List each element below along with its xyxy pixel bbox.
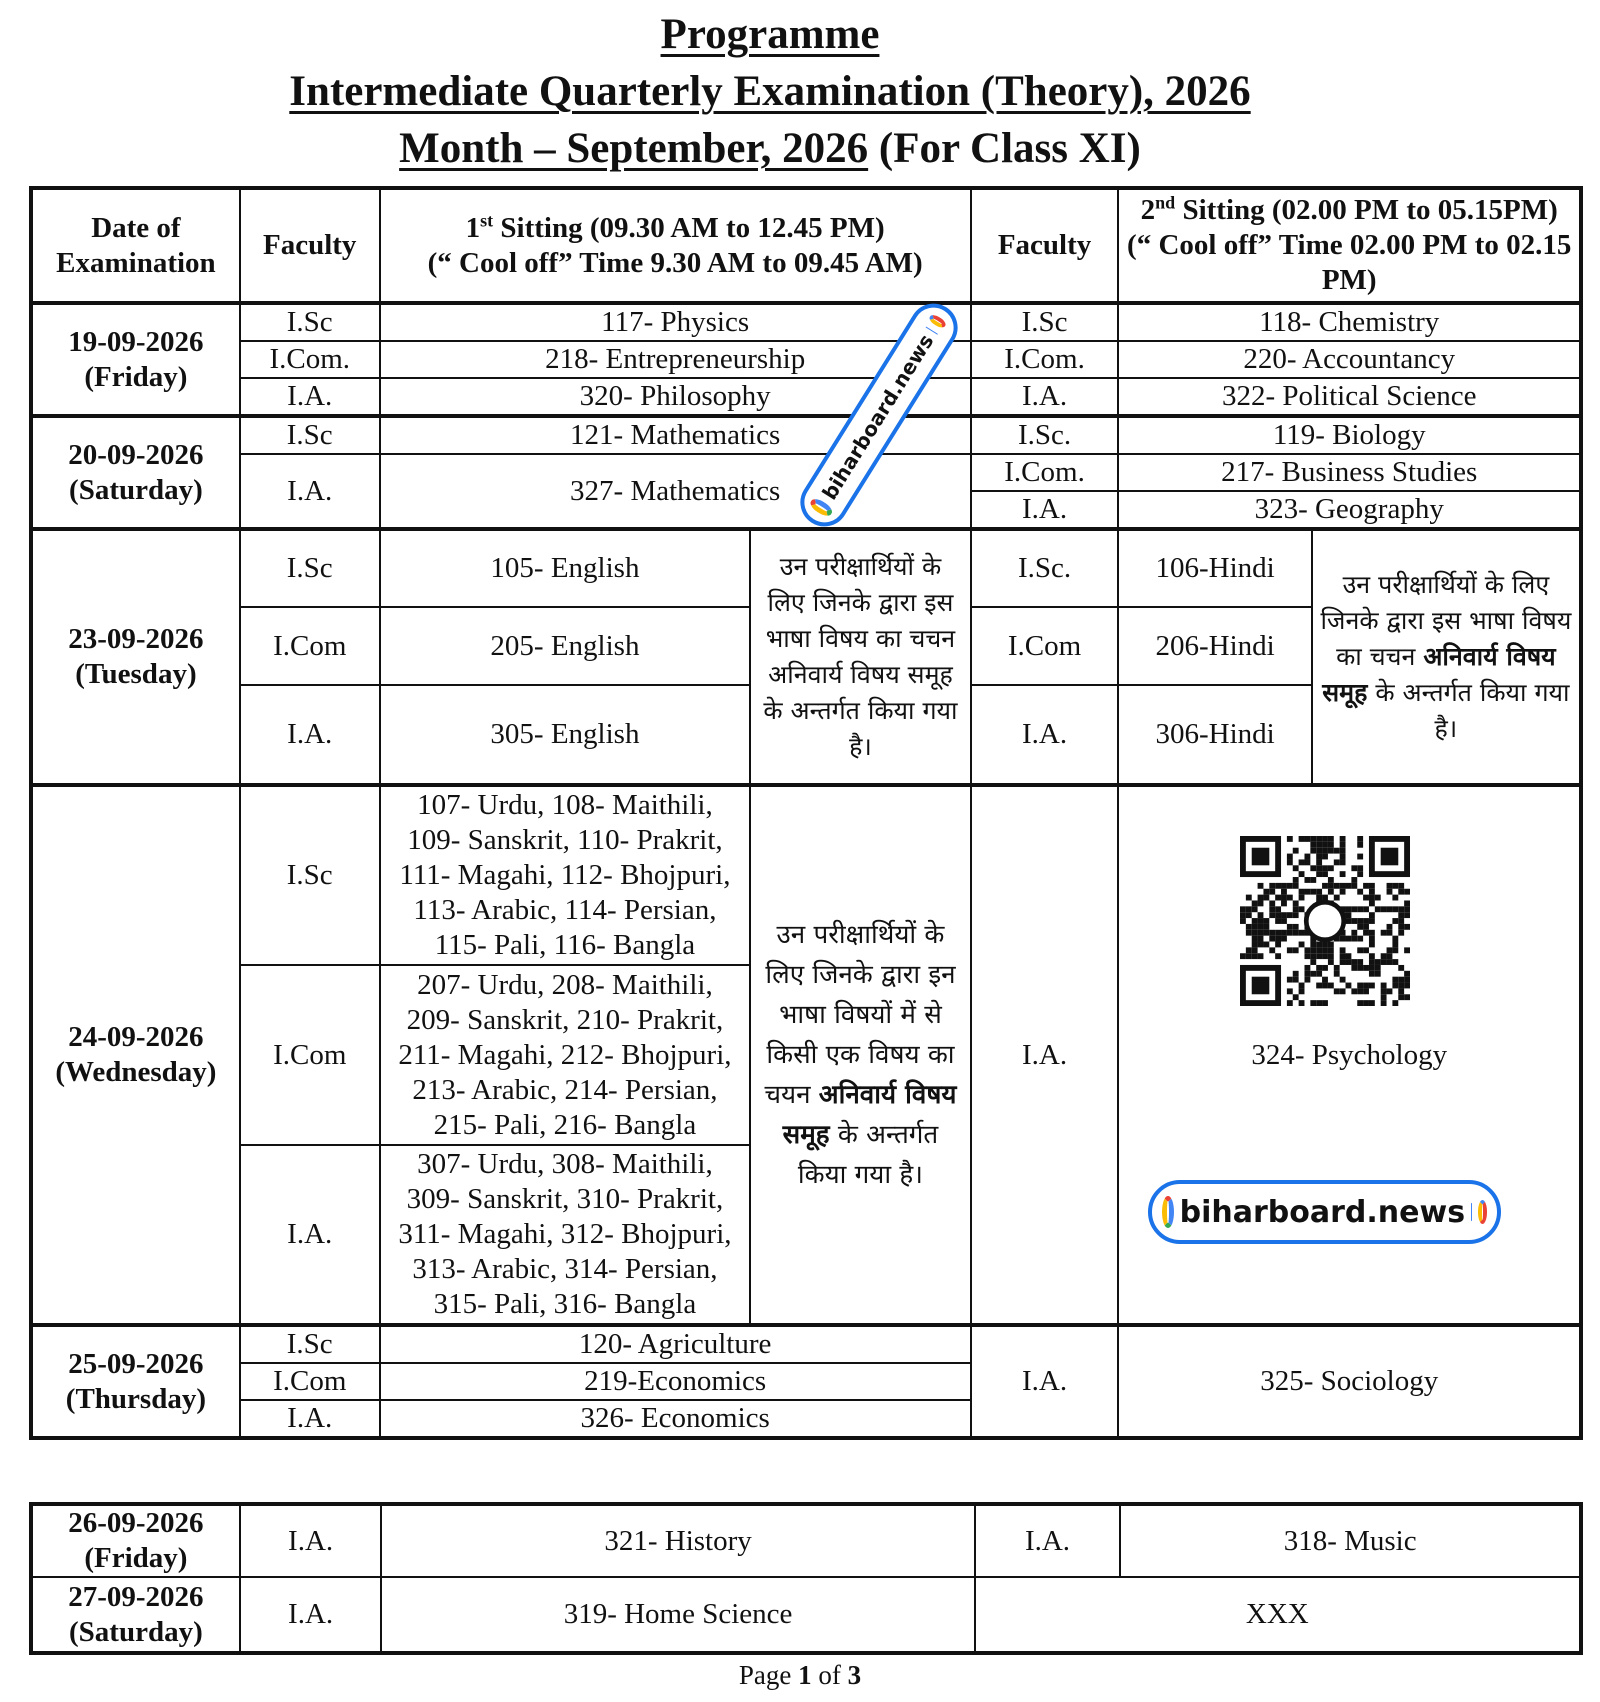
header-faculty-1: Faculty bbox=[240, 188, 380, 303]
paper-cell: 305- English bbox=[380, 685, 751, 785]
table-row bbox=[31, 416, 1581, 454]
faculty-cell: I.Com bbox=[971, 607, 1119, 685]
google-icon bbox=[1162, 1196, 1174, 1228]
faculty-cell: I.Sc. bbox=[971, 529, 1119, 607]
paper-cell: 319- Home Science bbox=[381, 1577, 974, 1653]
mic-icon bbox=[925, 327, 937, 335]
faculty-cell: I.A. bbox=[240, 1145, 380, 1325]
faculty-cell: I.A. bbox=[975, 1504, 1121, 1577]
faculty-cell: I.A. bbox=[240, 1577, 382, 1653]
mic-icon bbox=[1471, 1203, 1472, 1221]
paper-cell: 218- Entrepreneurship bbox=[380, 341, 971, 378]
exam-date-cell: 23-09-2026 (Tuesday) bbox=[31, 529, 240, 785]
faculty-cell: I.Com. bbox=[971, 341, 1119, 378]
faculty-cell: I.Sc bbox=[240, 529, 380, 607]
table-row bbox=[31, 303, 1581, 341]
paper-cell: 325- Sociology bbox=[1118, 1325, 1581, 1438]
paper-cell: 120- Agriculture bbox=[380, 1325, 971, 1363]
table-header-row bbox=[31, 188, 1581, 303]
exam-date-cell: 27-09-2026 (Saturday) bbox=[31, 1577, 240, 1653]
paper-cell: 307- Urdu, 308- Maithili, 309- Sanskrit, 310- Prakrit, 311- Magahi, 312- Bhojpuri, 313- Arabic, 314- Persian, 315- Pali, 316- Bangla bbox=[380, 1145, 751, 1325]
faculty-cell: I.A. bbox=[240, 454, 380, 529]
watermark-text: biharboard.news bbox=[817, 329, 939, 504]
exam-date-cell: 20-09-2026 (Saturday) bbox=[31, 416, 240, 529]
title-month: Month – September, 2026 (For Class XI) bbox=[399, 125, 1141, 172]
paper-cell: 326- Economics bbox=[380, 1400, 971, 1438]
paper-cell: 117- Physics bbox=[380, 303, 971, 341]
table-row bbox=[31, 1577, 1581, 1653]
title-exam: Intermediate Quarterly Examination (Theory), 2026 bbox=[289, 68, 1251, 115]
header-sitting-2: 2nd Sitting (02.00 PM to 05.15PM) (“ Cool off” Time 02.00 PM to 02.15 PM) bbox=[1118, 188, 1581, 303]
lens-icon bbox=[1478, 1200, 1487, 1224]
paper-cell: 327- Mathematics bbox=[380, 454, 971, 529]
whatsapp-icon bbox=[1306, 902, 1344, 940]
paper-cell: 322- Political Science bbox=[1118, 378, 1581, 416]
watermark-text: biharboard.news bbox=[1179, 1194, 1466, 1230]
paper-cell: XXX bbox=[975, 1577, 1581, 1653]
language-note: उन परीक्षार्थियों के लिए जिनके द्वारा इस भाषा विषय का चचन अनिवार्य विषय समूह के अन्तर्गत किया गया है। bbox=[1312, 529, 1581, 785]
table-row bbox=[31, 378, 1581, 416]
title-block bbox=[0, 6, 1540, 177]
paper-cell: 121- Mathematics bbox=[380, 416, 971, 454]
faculty-cell: I.Sc. bbox=[971, 416, 1119, 454]
exam-date-cell: 19-09-2026 (Friday) bbox=[31, 303, 240, 416]
faculty-cell: I.A. bbox=[971, 685, 1119, 785]
paper-cell: 217- Business Studies bbox=[1118, 454, 1581, 491]
paper-cell: 324- Psychology bbox=[1118, 785, 1581, 1325]
exam-schedule-table-continued bbox=[29, 1502, 1583, 1655]
paper-cell: 105- English bbox=[380, 529, 751, 607]
faculty-cell: I.A. bbox=[240, 1504, 382, 1577]
exam-date-cell: 26-09-2026 (Friday) bbox=[31, 1504, 240, 1577]
paper-cell: 320- Philosophy bbox=[380, 378, 971, 416]
table-row bbox=[31, 341, 1581, 378]
page-number: Page 1 of 3 bbox=[738, 1660, 862, 1690]
paper-cell: 206-Hindi bbox=[1118, 607, 1311, 685]
watermark-badge bbox=[1148, 1180, 1501, 1244]
language-note: उन परीक्षार्थियों के लिए जिनके द्वारा इन भाषा विषयों में से किसी एक विषय का चयन अनिवार्य विषय समूह के अन्तर्गत किया गया है। bbox=[750, 785, 970, 1325]
faculty-cell: I.Sc bbox=[240, 303, 380, 341]
faculty-cell: I.Com. bbox=[971, 454, 1119, 491]
table-row bbox=[31, 1504, 1581, 1577]
paper-cell: 118- Chemistry bbox=[1118, 303, 1581, 341]
faculty-cell: I.A. bbox=[971, 785, 1119, 1325]
faculty-cell: I.Com bbox=[240, 607, 380, 685]
paper-cell: 205- English bbox=[380, 607, 751, 685]
paper-cell: 220- Accountancy bbox=[1118, 341, 1581, 378]
paper-cell: 318- Music bbox=[1120, 1504, 1581, 1577]
exam-date-cell: 24-09-2026 (Wednesday) bbox=[31, 785, 240, 1325]
paper-cell: 306-Hindi bbox=[1118, 685, 1311, 785]
faculty-cell: I.Sc bbox=[971, 303, 1119, 341]
title-programme: Programme bbox=[660, 11, 880, 58]
faculty-cell: I.Com bbox=[240, 965, 380, 1145]
header-sitting-1: 1st Sitting (09.30 AM to 12.45 PM) (“ Cool off” Time 9.30 AM to 09.45 AM) bbox=[380, 188, 971, 303]
header-date: Date of Examination bbox=[31, 188, 240, 303]
header-faculty-2: Faculty bbox=[971, 188, 1119, 303]
exam-date-cell: 25-09-2026 (Thursday) bbox=[31, 1325, 240, 1438]
faculty-cell: I.A. bbox=[971, 1325, 1119, 1438]
faculty-cell: I.A. bbox=[240, 1400, 380, 1438]
table-row bbox=[31, 529, 1581, 607]
paper-cell: 107- Urdu, 108- Maithili, 109- Sanskrit, 110- Prakrit, 111- Magahi, 112- Bhojpuri, 113- Arabic, 114- Persian, 115- Pali, 116- Bangla bbox=[380, 785, 751, 965]
whatsapp-qr-code[interactable] bbox=[1240, 836, 1410, 1006]
paper-cell: 321- History bbox=[381, 1504, 974, 1577]
faculty-cell: I.Sc bbox=[240, 416, 380, 454]
table-row bbox=[31, 1325, 1581, 1363]
exam-schedule-table bbox=[29, 186, 1583, 1440]
paper-cell: 323- Geography bbox=[1118, 491, 1581, 529]
faculty-cell: I.Com bbox=[240, 1363, 380, 1400]
faculty-cell: I.Sc bbox=[240, 1325, 380, 1363]
faculty-cell: I.Com. bbox=[240, 341, 380, 378]
paper-cell: 219-Economics bbox=[380, 1363, 971, 1400]
faculty-cell: I.A. bbox=[971, 378, 1119, 416]
language-note: उन परीक्षार्थियों के लिए जिनके द्वारा इस भाषा विषय का चचन अनिवार्य विषय समूह के अन्तर्गत किया गया है। bbox=[750, 529, 970, 785]
faculty-cell: I.A. bbox=[240, 378, 380, 416]
faculty-cell: I.Sc bbox=[240, 785, 380, 965]
lens-icon bbox=[927, 313, 947, 330]
paper-cell: 119- Biology bbox=[1118, 416, 1581, 454]
faculty-cell: I.A. bbox=[971, 491, 1119, 529]
faculty-cell: I.A. bbox=[240, 685, 380, 785]
paper-cell: 106-Hindi bbox=[1118, 529, 1311, 607]
paper-cell: 207- Urdu, 208- Maithili, 209- Sanskrit, 210- Prakrit, 211- Magahi, 212- Bhojpuri, 213- Arabic, 214- Persian, 215- Pali, 216- Bangla bbox=[380, 965, 751, 1145]
